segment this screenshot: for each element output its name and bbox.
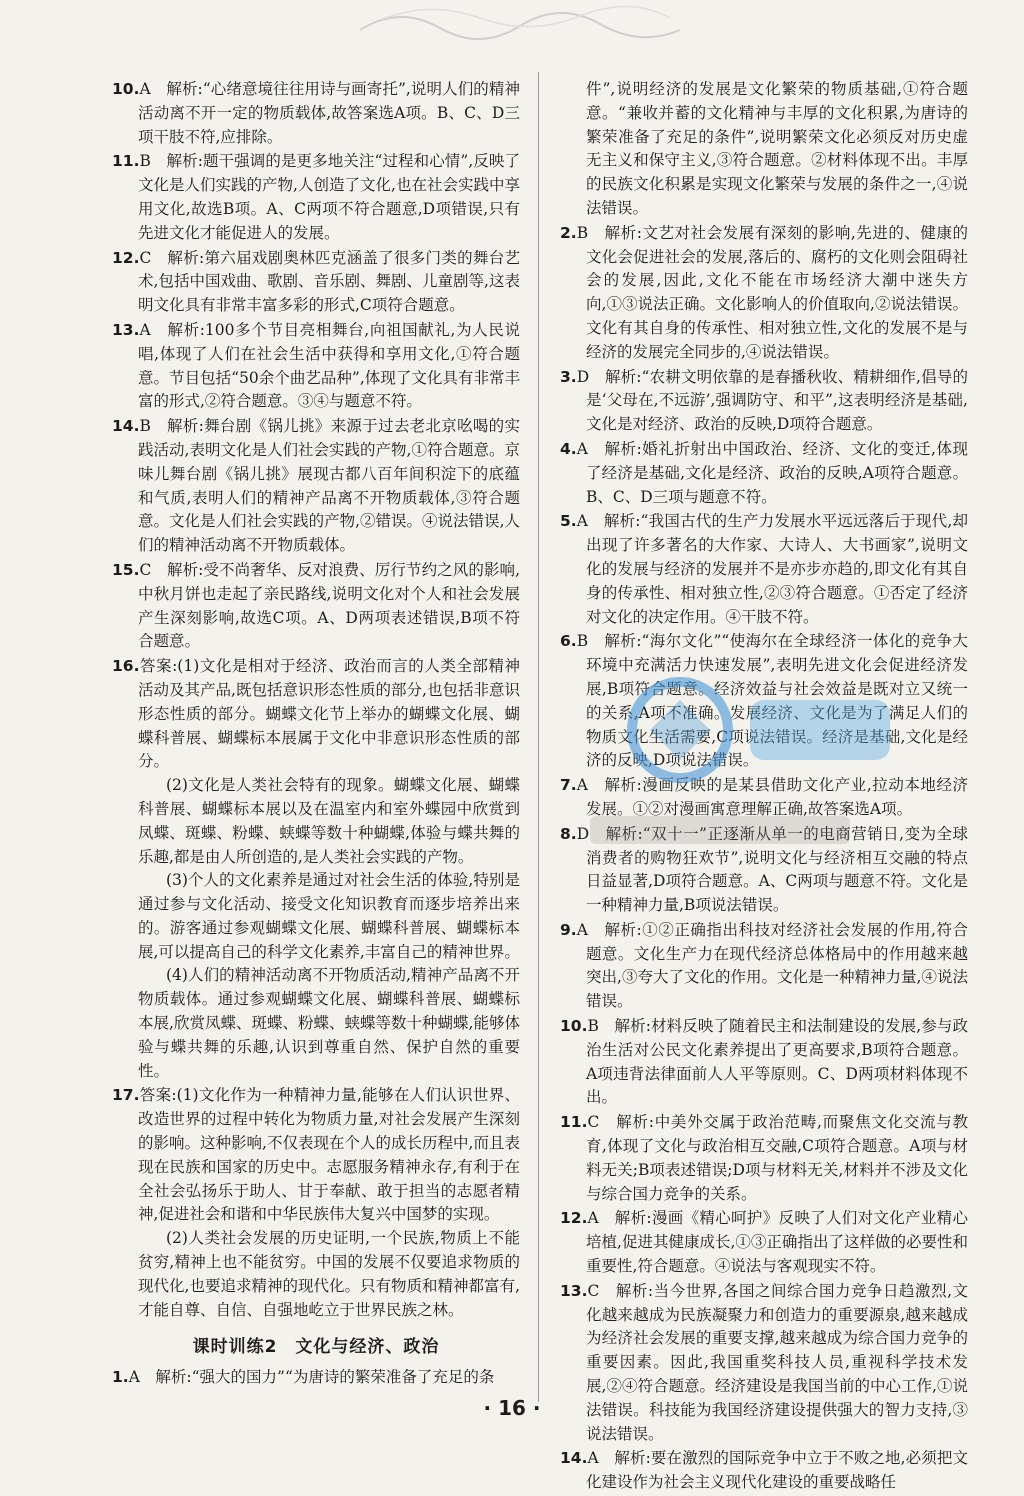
answer-text: B 解析:题干强调的是更多地关注“过程和心情”,反映了文化是人们实践的产物,人创造了文化,也在社会实践中享用文化,故选B项。A、C两项不符合题意,D项错误,只有先进文化才能促进人的发展。 bbox=[138, 152, 520, 242]
right-question-10 bbox=[560, 1207, 968, 1278]
answer-text: B 解析:材料反映了随着民主和法制建设的发展,参与政治生活对公民文化素养提出了更高要求,B项符合题意。A项违背法律面前人人平等原则。C、D两项材料体现不出。 bbox=[586, 1017, 968, 1107]
right-question-4 bbox=[560, 630, 968, 773]
question-number: 11. bbox=[560, 1113, 588, 1132]
question-text-block bbox=[560, 1111, 968, 1206]
answer-text: A 解析:婚礼折射出中国政治、经济、文化的变迁,体现了经济是基础,文化是经济、政治的反映,A项符合题意。B、C、D三项与题意不符。 bbox=[576, 439, 968, 506]
answer-paragraph: (2)文化是人类社会特有的现象。蝴蝶文化展、蝴蝶科普展、蝴蝶标本展以及在温室内和室外蝶园中欣赏到凤蝶、斑蝶、粉蝶、蛱蝶等数十种蝴蝶,体验与蝶共舞的乐趣,都是由人所创造的,是人类社会实践的产物。 bbox=[138, 776, 520, 866]
left-question-2 bbox=[112, 247, 520, 318]
continuation-text bbox=[560, 78, 968, 221]
right-question-9 bbox=[560, 1111, 968, 1206]
question-17 bbox=[112, 1084, 520, 1322]
question-number: 10. bbox=[560, 1017, 588, 1036]
question-16 bbox=[112, 655, 520, 1083]
answer-text: A 解析:漫画《精心呵护》反映了人们对文化产业精心培植,促进其健康成长,①③正确指出了这样做的必要性和重要性,符合题意。④说法与客观现实不符。 bbox=[586, 1209, 968, 1276]
question-text-block bbox=[560, 774, 968, 822]
question-text-block bbox=[112, 247, 520, 318]
left-question-3 bbox=[112, 319, 520, 414]
right-question-2 bbox=[560, 438, 968, 509]
question-number: 5. bbox=[560, 512, 577, 531]
right-question-8 bbox=[560, 1015, 968, 1110]
answer-text: 答案:(1)文化是相对于经济、政治而言的人类全部精神活动及其产品,既包括意识形态性质的部分,也包括非意识形态性质的部分。蝴蝶文化节上举办的蝴蝶文化展、蝴蝶科普展、蝴蝶标本展属于文化中非意识形态性质的部分。 bbox=[138, 657, 520, 771]
answer-text: D 解析:“农耕文明依靠的是春播秋收、精耕细作,倡导的是‘父母在,不远游’,强调防守、和平”,这表明经济是基础,文化是对经济、政治的反映,D项符合题意。 bbox=[576, 367, 968, 434]
question-text-block bbox=[560, 1015, 968, 1110]
question-number: 15. bbox=[112, 560, 140, 579]
top-decoration bbox=[340, 0, 700, 42]
answer-text: B 解析:“海尔文化”“使海尔在全球经济一体化的竞争大环境中充满活力快速发展”,表明先进文化会促进经济发展,B项符合题意。经济效益与社会效益是既对立又统一的关系,A项不准确。发展经济、文化是为了满足人们的物质文化生活需要,C项说法错误。经济是基础,文化是经济的反映,D项说法错误。 bbox=[576, 632, 968, 770]
question-number: 4. bbox=[560, 439, 577, 458]
answer-text: A 解析:要在激烈的国际竞争中立于不败之地,必须把文化建设作为社会主义现代化建设的重要战略任 bbox=[586, 1449, 968, 1492]
left-question-4 bbox=[112, 415, 520, 558]
question-text-block bbox=[560, 1447, 968, 1495]
answer-text: A 解析:漫画反映的是某县借助文化产业,拉动本地经济发展。①②对漫画寓意理解正确,故答案选A项。 bbox=[576, 776, 968, 818]
left-column bbox=[112, 78, 520, 1391]
answer-text: A 解析:100多个节目亮相舞台,向祖国献礼,为人民说唱,体现了人们在社会生活中获得和享用文化,①符合题意。节目包括“50余个曲艺品种”,体现了文化具有非常丰富的形式,②符合题意。③④与题意不符。 bbox=[138, 320, 520, 411]
question-number: 17. bbox=[112, 1086, 140, 1105]
answer-text: A 解析:“强大的国力”“为唐诗的繁荣准备了充足的条 bbox=[128, 1368, 495, 1387]
question-text-block bbox=[560, 1207, 968, 1278]
question-text-block bbox=[560, 823, 968, 918]
right-question-5 bbox=[560, 774, 968, 822]
question-text-block bbox=[560, 366, 968, 437]
question-number: 16. bbox=[112, 657, 140, 676]
question-text-block bbox=[560, 222, 968, 365]
question-number: 13. bbox=[560, 1281, 588, 1300]
question-number: 13. bbox=[112, 320, 140, 339]
question-number: 8. bbox=[560, 824, 577, 843]
answer-text: C 解析:受不尚奢华、反对浪费、厉行节约之风的影响,中秋月饼也走起了亲民路线,说明文化对个人和社会发展产生深刻影响,故选C项。A、D两项表述错误,B项不符合题意。 bbox=[138, 560, 520, 651]
right-column bbox=[560, 78, 968, 1496]
right-question-11 bbox=[560, 1280, 968, 1447]
question-17-first bbox=[112, 1084, 520, 1227]
answer-text: 答案:(1)文化作为一种精神力量,能够在人们认识世界、改造世界的过程中转化为物质力量,对社会发展产生深刻的影响。这种影响,不仅表现在个人的成长历程中,而且表现在民族和国家的历史中。志愿服务精神永存,有利于在全社会弘扬乐于助人、甘于奉献、敢于担当的志愿者精神,促进社会和谐和中华民族伟大复兴中国梦的实现。 bbox=[138, 1086, 520, 1224]
question-text-block bbox=[560, 630, 968, 773]
question-text-block bbox=[112, 415, 520, 558]
question-text-block bbox=[560, 1280, 968, 1447]
question-number: 14. bbox=[112, 417, 140, 436]
answer-text: C 解析:当今世界,各国之间综合国力竞争日趋激烈,文化越来越成为民族凝聚力和创造力的重要源泉,越来越成为经济社会发展的重要支撑,越来越成为综合国力竞争的重要因素。因此,我国重奖科技人员,重视科学技术发展,②④符合题意。经济建设是我国当前的中心工作,①说法错误。科技能为我国经济建设提供强大的智力支持,③说法错误。 bbox=[586, 1281, 968, 1443]
question-number: 12. bbox=[112, 248, 140, 267]
right-question-3 bbox=[560, 510, 968, 629]
question-number: 6. bbox=[560, 632, 577, 651]
question-text-block bbox=[112, 78, 520, 149]
right-question-1 bbox=[560, 366, 968, 437]
question-number: 1. bbox=[112, 1368, 129, 1387]
answer-paragraph: (2)人类社会发展的历史证明,一个民族,物质上不能贫穷,精神上也不能贫穷。中国的发展不仅要追求物质的现代化,也要追求精神的现代化。只有物质和精神都富有,才能自尊、自信、自强地屹立于世界民族之林。 bbox=[138, 1229, 520, 1319]
right-question-6 bbox=[560, 823, 968, 918]
question-1 bbox=[112, 1366, 520, 1390]
section-title: 课时训练2 文化与经济、政治 bbox=[192, 1337, 440, 1358]
question-text-block bbox=[112, 150, 520, 245]
answer-paragraph: (3)个人的文化素养是通过对社会生活的体验,特别是通过参与文化活动、接受文化知识教育而逐步培养出来的。游客通过参观蝴蝶文化展、蝴蝶科普展、蝴蝶标本展,可以提高自己的科学文化素养,丰富自己的精神世界。 bbox=[138, 871, 520, 961]
question-text-block bbox=[112, 559, 520, 654]
question-number: 12. bbox=[560, 1209, 588, 1228]
question-text-block bbox=[112, 319, 520, 414]
question-number: 7. bbox=[560, 776, 577, 795]
question-text-block bbox=[560, 919, 968, 1014]
answer-text: A 解析:“我国古代的生产力发展水平远远落后于现代,却出现了许多著名的大作家、大诗人、大书画家”,说明文化的发展与经济的发展并不是亦步亦趋的,即文化有其自身的传承性、相对独立性,②③符合题意。①否定了经济对文化的决定作用。④干肢不符。 bbox=[576, 512, 968, 626]
question-number: 3. bbox=[560, 367, 577, 386]
answer-text: C 解析:第六届戏剧奥林匹克涵盖了很多门类的舞台艺术,包括中国戏曲、歌剧、音乐剧、舞剧、儿童剧等,这表明文化具有非常丰富多彩的形式,C项符合题意。 bbox=[138, 248, 520, 315]
left-question-0 bbox=[112, 78, 520, 149]
column-divider bbox=[538, 72, 539, 1402]
right-question-12 bbox=[560, 1447, 968, 1495]
question-number: 14. bbox=[560, 1449, 588, 1468]
answer-text: A 解析:“心绪意境往往用诗与画寄托”,说明人们的精神活动离不开一定的物质载体,故答案选A项。B、C、D三项干肢不符,应排除。 bbox=[138, 80, 520, 146]
answer-paragraph: (4)人们的精神活动离不开物质活动,精神产品离不开物质载体。通过参观蝴蝶文化展、蝴蝶科普展、蝴蝶标本展,欣赏凤蝶、斑蝶、粉蝶、蛱蝶等数十种蝴蝶,能够体验与蝶共舞的乐趣,认识到尊重自然、保护自然的重要性。 bbox=[138, 966, 520, 1080]
answer-text: B 解析:舞台剧《锅儿挑》来源于过去老北京吆喝的实践活动,表明文化是人们社会实践的产物,①符合题意。京味儿舞台剧《锅儿挑》展现古都八百年间积淀下的底蕴和气质,表明人们的精神产品离不开物质载体,③符合题意。文化是人们社会实践的产物,②错误。④说法错误,人们的精神活动离不开物质载体。 bbox=[138, 417, 520, 555]
answer-text: A 解析:①②正确指出科技对经济社会发展的作用,符合题意。文化生产力在现代经济总体格局中的作用越来越突出,③夸大了文化的作用。文化是一种精神力量,④说法错误。 bbox=[576, 920, 968, 1011]
question-1-text bbox=[112, 1366, 520, 1390]
left-question-1 bbox=[112, 150, 520, 245]
left-question-5 bbox=[112, 559, 520, 654]
answer-text: D 解析:“双十一”正逐渐从单一的电商营销日,变为全球消费者的购物狂欢节”,说明文化与经济相互交融的特点日益显著,D项符合题意。A、C两项与题意不符。文化是一种精神力量,B项说法错误。 bbox=[576, 824, 968, 915]
question-text-block bbox=[560, 438, 968, 509]
question-16-first bbox=[112, 655, 520, 774]
right-question-0 bbox=[560, 222, 968, 365]
question-text-block bbox=[560, 510, 968, 629]
question-number: 11. bbox=[112, 152, 140, 171]
answer-text: C 解析:中美外交属于政治范畴,而聚焦文化交流与教育,体现了文化与政治相互交融,C项符合题意。A项与材料无关;B项表述错误;D项与材料无关,材料并不涉及文化与综合国力竞争的关系。 bbox=[586, 1113, 968, 1203]
question-number: 2. bbox=[560, 223, 577, 242]
right-question-7 bbox=[560, 919, 968, 1014]
continuation-paragraph: 件”,说明经济的发展是文化繁荣的物质基础,①符合题意。“兼收并蓄的文化精神与丰厚的文化积累,为唐诗的繁荣准备了充足的条件”,说明繁荣文化必须反对历史虚无主义和保守主义,③符合题意。②材料体现不出。丰厚的民族文化积累是实现文化繁荣与发展的条件之一,④说法错误。 bbox=[586, 80, 968, 217]
page-number: · 16 · bbox=[483, 1396, 541, 1420]
answer-text: B 解析:文艺对社会发展有深刻的影响,先进的、健康的文化会促进社会的发展,落后的、腐朽的文化则会阻碍社会的发展,因此,文化不能在市场经济大潮中迷失方向,①③说法正确。文化影响人的价值取向,②说法错误。文化有其自身的传承性、相对独立性,文化的发展不是与经济的发展完全同步的,④说法错误。 bbox=[576, 223, 968, 361]
question-number: 9. bbox=[560, 920, 577, 939]
question-number: 10. bbox=[112, 80, 140, 98]
